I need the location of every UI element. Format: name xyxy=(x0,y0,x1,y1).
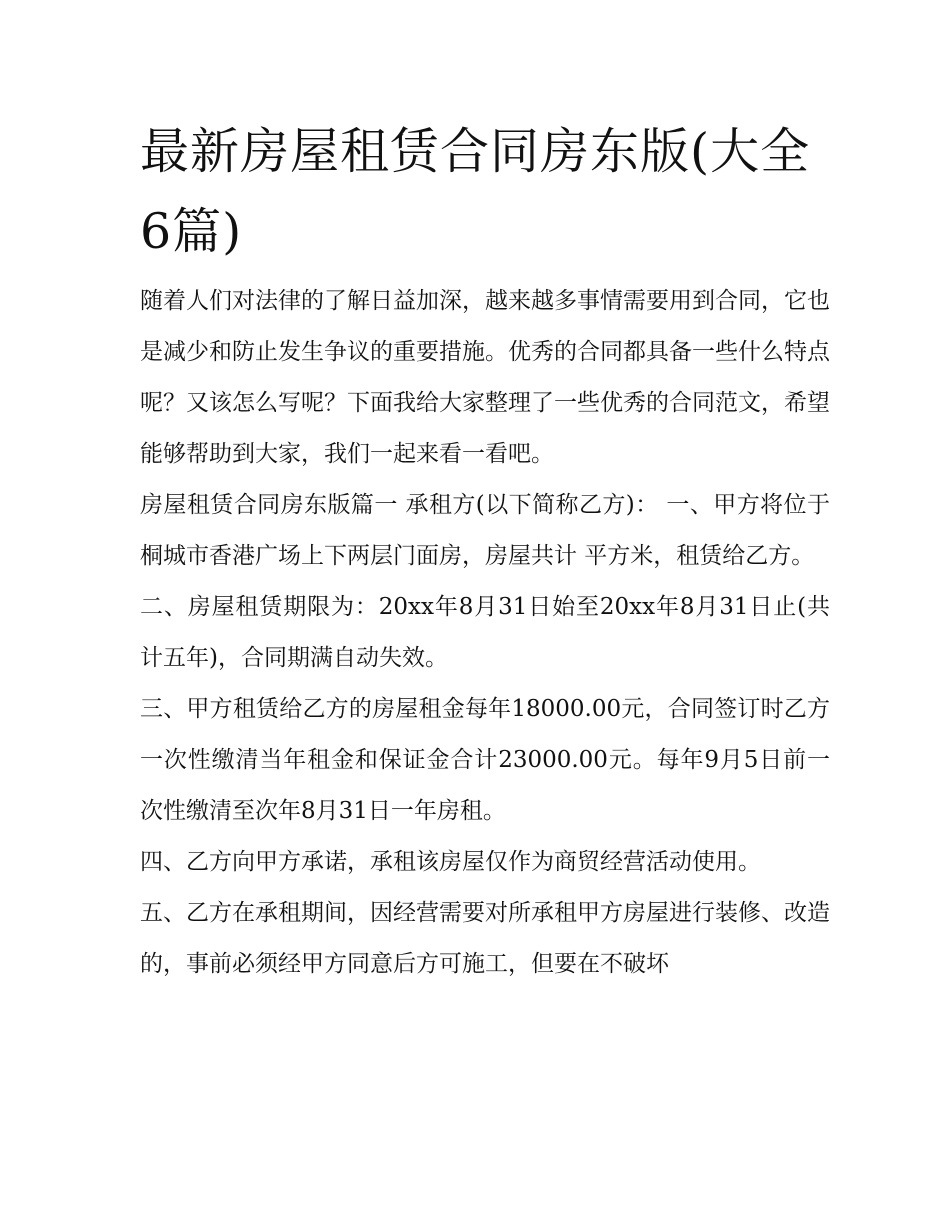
paragraph-clause-three: 三、甲方租赁给乙方的房屋租金每年18000.00元，合同签订时乙方一次性缴清当年租金和保证金合计23000.00元。每年9月5日前一次性缴清至次年8月31日一年房租。 xyxy=(140,696,830,824)
paragraph-intro: 随着人们对法律的了解日益加深，越来越多事情需要用到合同，它也是减少和防止发生争议的重要措施。优秀的合同都具备一些什么特点呢？又该怎么写呢？下面我给大家整理了一些优秀的合同范文，希望能够帮助到大家，我们一起来看一看吧。 xyxy=(140,288,830,467)
paragraph-clause-four: 四、乙方向甲方承诺，承租该房屋仅作为商贸经营活动使用。 xyxy=(140,849,761,875)
paragraph-section-one: 房屋租赁合同房东版篇一 承租方(以下简称乙方)： 一、甲方将位于桐城市香港广场上下两层门面房，房屋共计 平方米，租赁给乙方。 xyxy=(140,492,830,569)
document-title: 最新房屋租赁合同房东版(大全6篇) xyxy=(140,123,811,260)
paragraph-clause-two: 二、房屋租赁期限为：20xx年8月31日始至20xx年8月31日止(共计五年)，合同期满自动失效。 xyxy=(140,594,830,671)
paragraph-clause-five: 五、乙方在承租期间，因经营需要对所承租甲方房屋进行装修、改造的，事前必须经甲方同意后方可施工，但要在不破坏 xyxy=(140,900,830,977)
document-body xyxy=(140,276,830,990)
